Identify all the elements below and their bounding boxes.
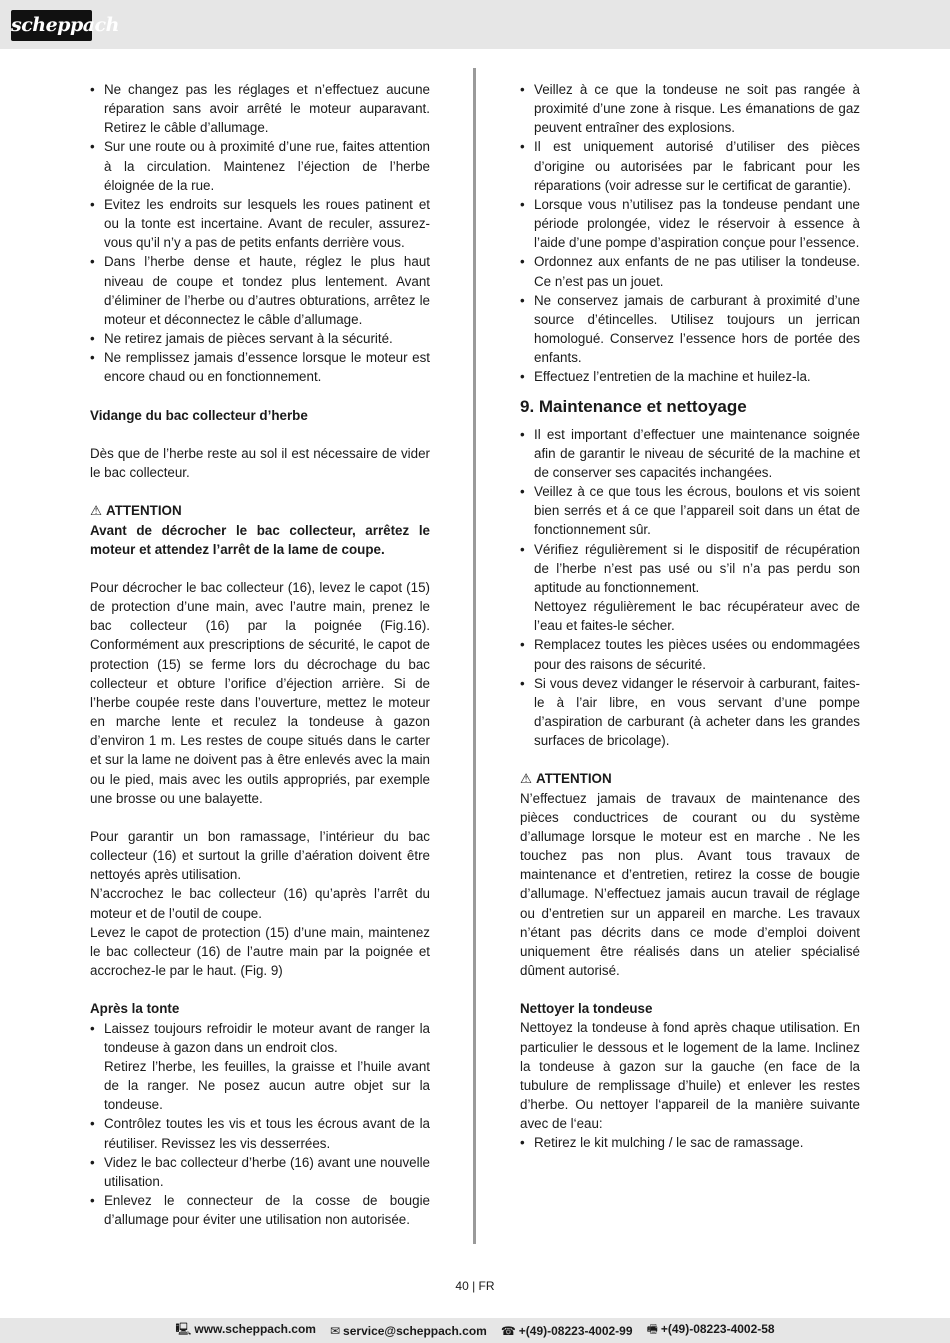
list-item <box>90 1019 430 1115</box>
list-item: • Effectuez l’entretien de la machine et huilez-la. <box>520 367 860 386</box>
body-paragraph: Levez le capot de protection (15) d’une main, maintenez le bac collecteur (16) de l’autre main par la poignée et accrochez-le par le haut. (Fig. 9) <box>90 924 430 979</box>
footer-website[interactable] <box>175 1320 316 1341</box>
list-item-text: Retirez l’herbe, les feuilles, la graisse et l’huile avant de la ranger. Ne posez aucun autre objet sur la tondeuse. <box>104 1058 430 1113</box>
list-item-text: Nettoyez régulièrement le bac récupérateur avec de l’eau et faites-le sécher. <box>534 599 860 634</box>
list-item: • Lorsque vous n’utilisez pas la tondeuse pendant une période prolongée, videz le réservoir à essence à l’aide d’une pompe d’aspiration conçue pour l’essence. <box>520 195 860 252</box>
computer-icon: 🖳 <box>175 1322 192 1336</box>
list-item: • Enlevez le connecteur de la cosse de bougie d’allumage pour éviter une utilisation non autorisée. <box>90 1191 430 1229</box>
vidange-heading: Vidange du bac collecteur d’herbe <box>90 407 308 423</box>
list-item: • Si vous devez vidanger le réservoir à carburant, faites-le à l’air libre, en vous servant d’une pompe d’aspiration de carburant (à acheter dans les grandes surfaces de bricolage). <box>520 674 860 751</box>
warning-icon: ⚠ <box>520 771 533 787</box>
section-heading: 9. Maintenance et nettoyage <box>520 396 747 416</box>
list-item: • Ne conservez jamais de carburant à proximité d’une source d’étincelles. Utilisez toujours un jerrican homologué. Conservez l’essence hors de portée des enfants. <box>520 291 860 368</box>
footer-phone <box>501 1324 633 1338</box>
list-item: • Veillez à ce que tous les écrous, boulons et vis soient bien serrés et á ce que l’appareil soit dans un état de fonctionnement sûr. <box>520 482 860 539</box>
footer-fax <box>647 1320 775 1341</box>
attention-text: N’effectuez jamais de travaux de maintenance des pièces conductrices de courant ou du système d’allumage lorsque le moteur est en marche . Ne les touchez pas non plus. Avant tous travaux de maintenance et d’entretien, retirez la cosse de bougie d’allumage. N’effectuez jamais aucun travail de réglage ou d’entretien sur un appareil en marche. Les travaux n’étant pas décrits dans ce mode d’emploi doivent uniquement être réalisés dans un atelier spécialisé dûment autorisé. <box>520 790 860 979</box>
list-item: • Evitez les endroits sur lesquels les roues patinent et ou la tonte est incertaine. Avant de reculer, assurez-vous qu’il n’y a pas de petits enfants derrière vous. <box>90 195 430 252</box>
phone-icon: ☎ <box>500 1323 516 1338</box>
list-item: • Videz le bac collecteur d’herbe (16) avant une nouvelle utilisation. <box>90 1153 430 1191</box>
fax-number: +(49)-08223-4002-58 <box>660 1322 775 1336</box>
list-item-text: Laissez toujours refroidir le moteur avant de ranger la tondeuse à gazon dans un endroit clos. <box>104 1020 430 1055</box>
fax-icon: 🖷 <box>646 1322 658 1336</box>
list-item: • Il est uniquement autorisé d’utiliser des pièces d’origine ou autorisées par le fabricant pour les réparations (voir adresse sur le certificat de garantie). <box>520 137 860 194</box>
footer-bar <box>0 1318 950 1343</box>
attention-label: ATTENTION <box>536 771 612 787</box>
list-item: • Veillez à ce que la tondeuse ne soit pas rangée à proximité d’une zone à risque. Les émanations de gaz peuvent entraîner des explosions. <box>520 80 860 137</box>
cleaning-list <box>520 1133 860 1152</box>
body-paragraph: N’accrochez le bac collecteur (16) qu’après l’arrêt du moteur et de l’outil de coupe. <box>90 886 430 921</box>
list-item: • Ordonnez aux enfants de ne pas utiliser la tondeuse. Ce n’est pas un jouet. <box>520 252 860 290</box>
column-divider <box>473 68 476 1244</box>
list-item: • Remplacez toutes les pièces usées ou endommagées pour des raisons de sécurité. <box>520 635 860 673</box>
nettoyer-heading: Nettoyer la tondeuse <box>520 1001 653 1017</box>
body-paragraph: Nettoyez la tondeuse à fond après chaque utilisation. En particulier le dessous et le logement de la lame. Inclinez la tondeuse à gazon sur la gauche (en face de la tubulure de remplissage d’huile) et enlever les restes d’herbe. Ou nettoyer l‘appareil de la manière suivante avec de l‘eau: <box>520 1020 860 1132</box>
page-number: 40 | FR <box>455 1279 495 1293</box>
vidange-text: Dès que de l’herbe reste au sol il est nécessaire de vider le bac collecteur. <box>90 445 430 481</box>
attention-heading <box>520 769 860 788</box>
maintenance-list <box>520 425 860 751</box>
list-item <box>520 540 860 636</box>
header-bar <box>0 0 950 49</box>
footer-email[interactable] <box>330 1324 487 1338</box>
list-item: • Sur une route ou à proximité d’une rue, faites attention à la circulation. Maintenez l’éjection de l’herbe éloignée de la rue. <box>90 137 430 194</box>
list-item: • Contrôlez toutes les vis et tous les écrous avant de la réutiliser. Revissez les vis desserrées. <box>90 1114 430 1152</box>
list-item-text: Vérifiez régulièrement si le dispositif de récupération de l’herbe n’est pas usé ou s’il n’a pas perdu son aptitude au fonctionnement. <box>534 541 860 595</box>
body-paragraph: Pour décrocher le bac collecteur (16), levez le capot (15) de protection d’une main, avec l’autre main, prenez le bac collecteur (16) par la poignée (Fig.16). Conformément aux prescriptions de sécurité, le capot de protection (15) se ferme lors du décrochage du bac collecteur et obture l’orifice d’éjection arrière. Si de l’herbe coupée reste dans l’ouverture, mettez le moteur en marche lente et reculez la tondeuse à gazon d’environ 1 m. Les restes de coupe situés dans le carter et sur la lame ne doivent pas à être enlevés avec la main ou le pied, mais avec les outils appropriés, par exemple une brosse ou une balayette. <box>90 580 430 806</box>
attention-heading <box>90 501 430 520</box>
safety-list-2 <box>520 80 860 387</box>
mail-icon: ✉ <box>329 1323 341 1338</box>
left-column <box>90 80 430 1229</box>
email-link[interactable]: service@scheppach.com <box>343 1323 487 1338</box>
right-column <box>520 80 860 1153</box>
brand-logo: scheppach <box>11 10 92 41</box>
safety-list-1 <box>90 80 430 387</box>
list-item: • Ne retirez jamais de pièces servant à la sécurité. <box>90 329 430 348</box>
apres-heading: Après la tonte <box>90 1001 180 1017</box>
after-mowing-list <box>90 1019 430 1230</box>
list-item: • Ne remplissez jamais d’essence lorsque le moteur est encore chaud ou en fonctionnement. <box>90 348 430 386</box>
website-link[interactable]: www.scheppach.com <box>194 1322 316 1336</box>
attention-label: ATTENTION <box>106 503 182 519</box>
list-item: • Il est important d’effectuer une maintenance soignée afin de garantir le niveau de sécurité de la machine et de conserver ses capacités inchangées. <box>520 425 860 482</box>
warning-icon: ⚠ <box>90 503 103 519</box>
list-item: • Ne changez pas les réglages et n’effectuez aucune réparation sans avoir arrêté le moteur auparavant. Retirez le câble d’allumage. <box>90 80 430 137</box>
body-paragraph: Pour garantir un bon ramassage, l’intérieur du bac collecteur (16) et surtout la grille d’aération doivent être nettoyés après utilisation. <box>90 829 430 883</box>
phone-number: +(49)-08223-4002-99 <box>518 1323 633 1338</box>
list-item: • Dans l’herbe dense et haute, réglez le plus haut niveau de coupe et tondez plus lentement. Avant d’éliminer de l’herbe ou d’autres obturations, arrêtez le moteur et déconnectez le câble d’allumage. <box>90 252 430 329</box>
attention-text: Avant de décrocher le bac collecteur, arrêtez le moteur et attendez l’arrêt de la lame de coupe. <box>90 522 430 557</box>
list-item: • Retirez le kit mulching / le sac de ramassage. <box>520 1133 860 1152</box>
